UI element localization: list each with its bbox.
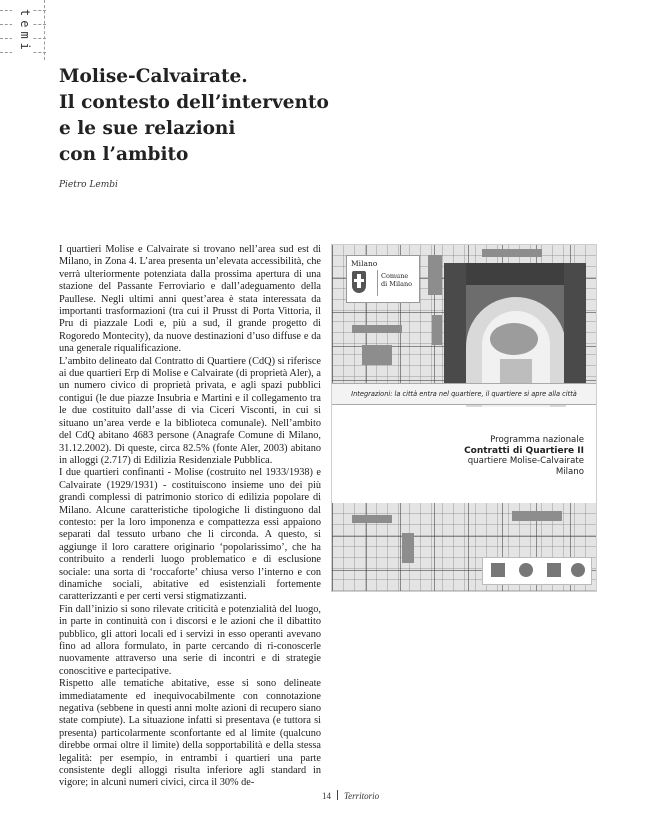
title-line: e le sue relazioni [59, 118, 236, 139]
article-title [59, 64, 349, 168]
logo-milano-text: Milano [351, 259, 378, 268]
article-body [59, 244, 321, 789]
paragraph: Rispetto alle tematiche abitative, esse si sono delineate immediatamente ed inequivocabilmente con connotazione negativa (sebbene in questi anni molte azioni di recupero siano state compiute). La situazione infatti si presentava (e tuttora si presenta) particolarmente sconfortante ed al limite (qualcuno direbbe ormai oltre il limite) della sopportabilità e della stessa legalità: per esempio, in entrambi i quartieri una parte consistente degli alloggi risulta inferiore agli standard in vigore; in alcuni numeri civici, circa il 30% de- [59, 678, 321, 789]
author-byline: Pietro Lembi [59, 180, 118, 190]
paragraph: I quartieri Molise e Calvairate si trovano nell’area sud est di Milano, in Zona 4. L’area presenta un’elevata accessibilità, che verrà ulteriormente potenziata dalla prossima apertura di una stazione del Passante Ferroviario e dall’adeguamento della Paullese. Negli ultimi anni quest’area è stata interessata da importanti trasformazioni (tra cui il Prusst di Porta Vittoria, il Pru di piazzale Lodi e, più a sud, il grande progetto di Rogoredo Montecity), da nuove destinazioni d’uso diffuse e da una generale riqualificazione. [59, 244, 321, 355]
program-line: quartiere Molise-Calvairate [467, 456, 584, 466]
partner-logo-icon [519, 563, 533, 577]
partner-logo-icon [571, 563, 585, 577]
paragraph: I due quartieri confinanti - Molise (costruito nel 1933/1938) e Calvairate (1929/1931) - costituiscono insieme uno dei più grandi complessi di patrimonio storico di edilizia popolare di Milano. Alcune caratteristiche tipologiche li distinguono dal contesto: per la loro imponenza e compattezza essi appaiono separati dal tessuto urbano che li circonda. A questo, si aggiunge il loro carattere originario ‘popolarissimo’, che ha contribuito a renderli luogo problematico e di esclusione sociale: una sorta di ‘roccaforte’ chiusa verso l’interno e con dinamiche sociali, abitative ed esistenziali fortemente caratterizzanti e per certi versi stigmatizzanti. [59, 467, 321, 603]
title-line: con l’ambito [59, 144, 189, 165]
archway-photo [444, 263, 586, 383]
title-line: Molise-Calvairate. [59, 66, 248, 87]
partner-logo-icon [547, 563, 561, 577]
comune-milano-logo [346, 255, 420, 303]
paragraph: L’ambito delineato dal Contratto di Quartiere (CdQ) si riferisce ai due quartieri Erp di Molise e Calvairate (di proprietà Aler), a un numero civico di proprietà privata, e agli spazi pubblici contigui (le due piazze Insubria e Martini e il collegamento tra le due costituito dall’asse di via Ciceri Visconti, in cui si situano un’area verde e la biblioteca comunale). Nell’ambito del CdQ abitano 4683 persone (Anagrafe Comune di Milano, 31.12.2002). Di queste, circa 82.5% (fonte Aler, 2003) abitano in alloggi (2.717) di Edilizia Residenziale Pubblica. [59, 355, 321, 466]
program-line: Milano [555, 466, 584, 477]
cover-banner-caption: Integrazioni: la città entra nel quartiere, il quartiere si apre alla città [332, 383, 596, 405]
section-tab [0, 0, 46, 62]
program-title-block [464, 435, 584, 477]
page-footer [322, 790, 379, 801]
footer-divider [337, 790, 338, 800]
section-label: temi [12, 0, 32, 62]
page-number: 14 [322, 791, 331, 801]
magazine-name: Territorio [344, 791, 380, 801]
program-line: Programma nazionale [490, 435, 584, 445]
partner-logos [482, 557, 592, 585]
program-name: Contratti di Quartiere II [464, 445, 584, 456]
paragraph: Fin dall’inizio si sono rilevate criticità e potenzialità del luogo, in parte in continuità con i discorsi e le azioni che il dibattito pubblico, gli attori locali ed i servizi in esso operanti avevano fino ad allora formulato, in parte cercando di ri-conoscerle nuovamente attraverso una serie di incontri e di strategie conoscitive e partecipative. [59, 603, 321, 677]
partner-logo-icon [491, 563, 505, 577]
program-cover-image [331, 244, 597, 592]
title-line: Il contesto dell’intervento [59, 92, 329, 113]
logo-comune-text: Comune di Milano [381, 272, 413, 288]
milano-crest-icon [352, 271, 366, 293]
